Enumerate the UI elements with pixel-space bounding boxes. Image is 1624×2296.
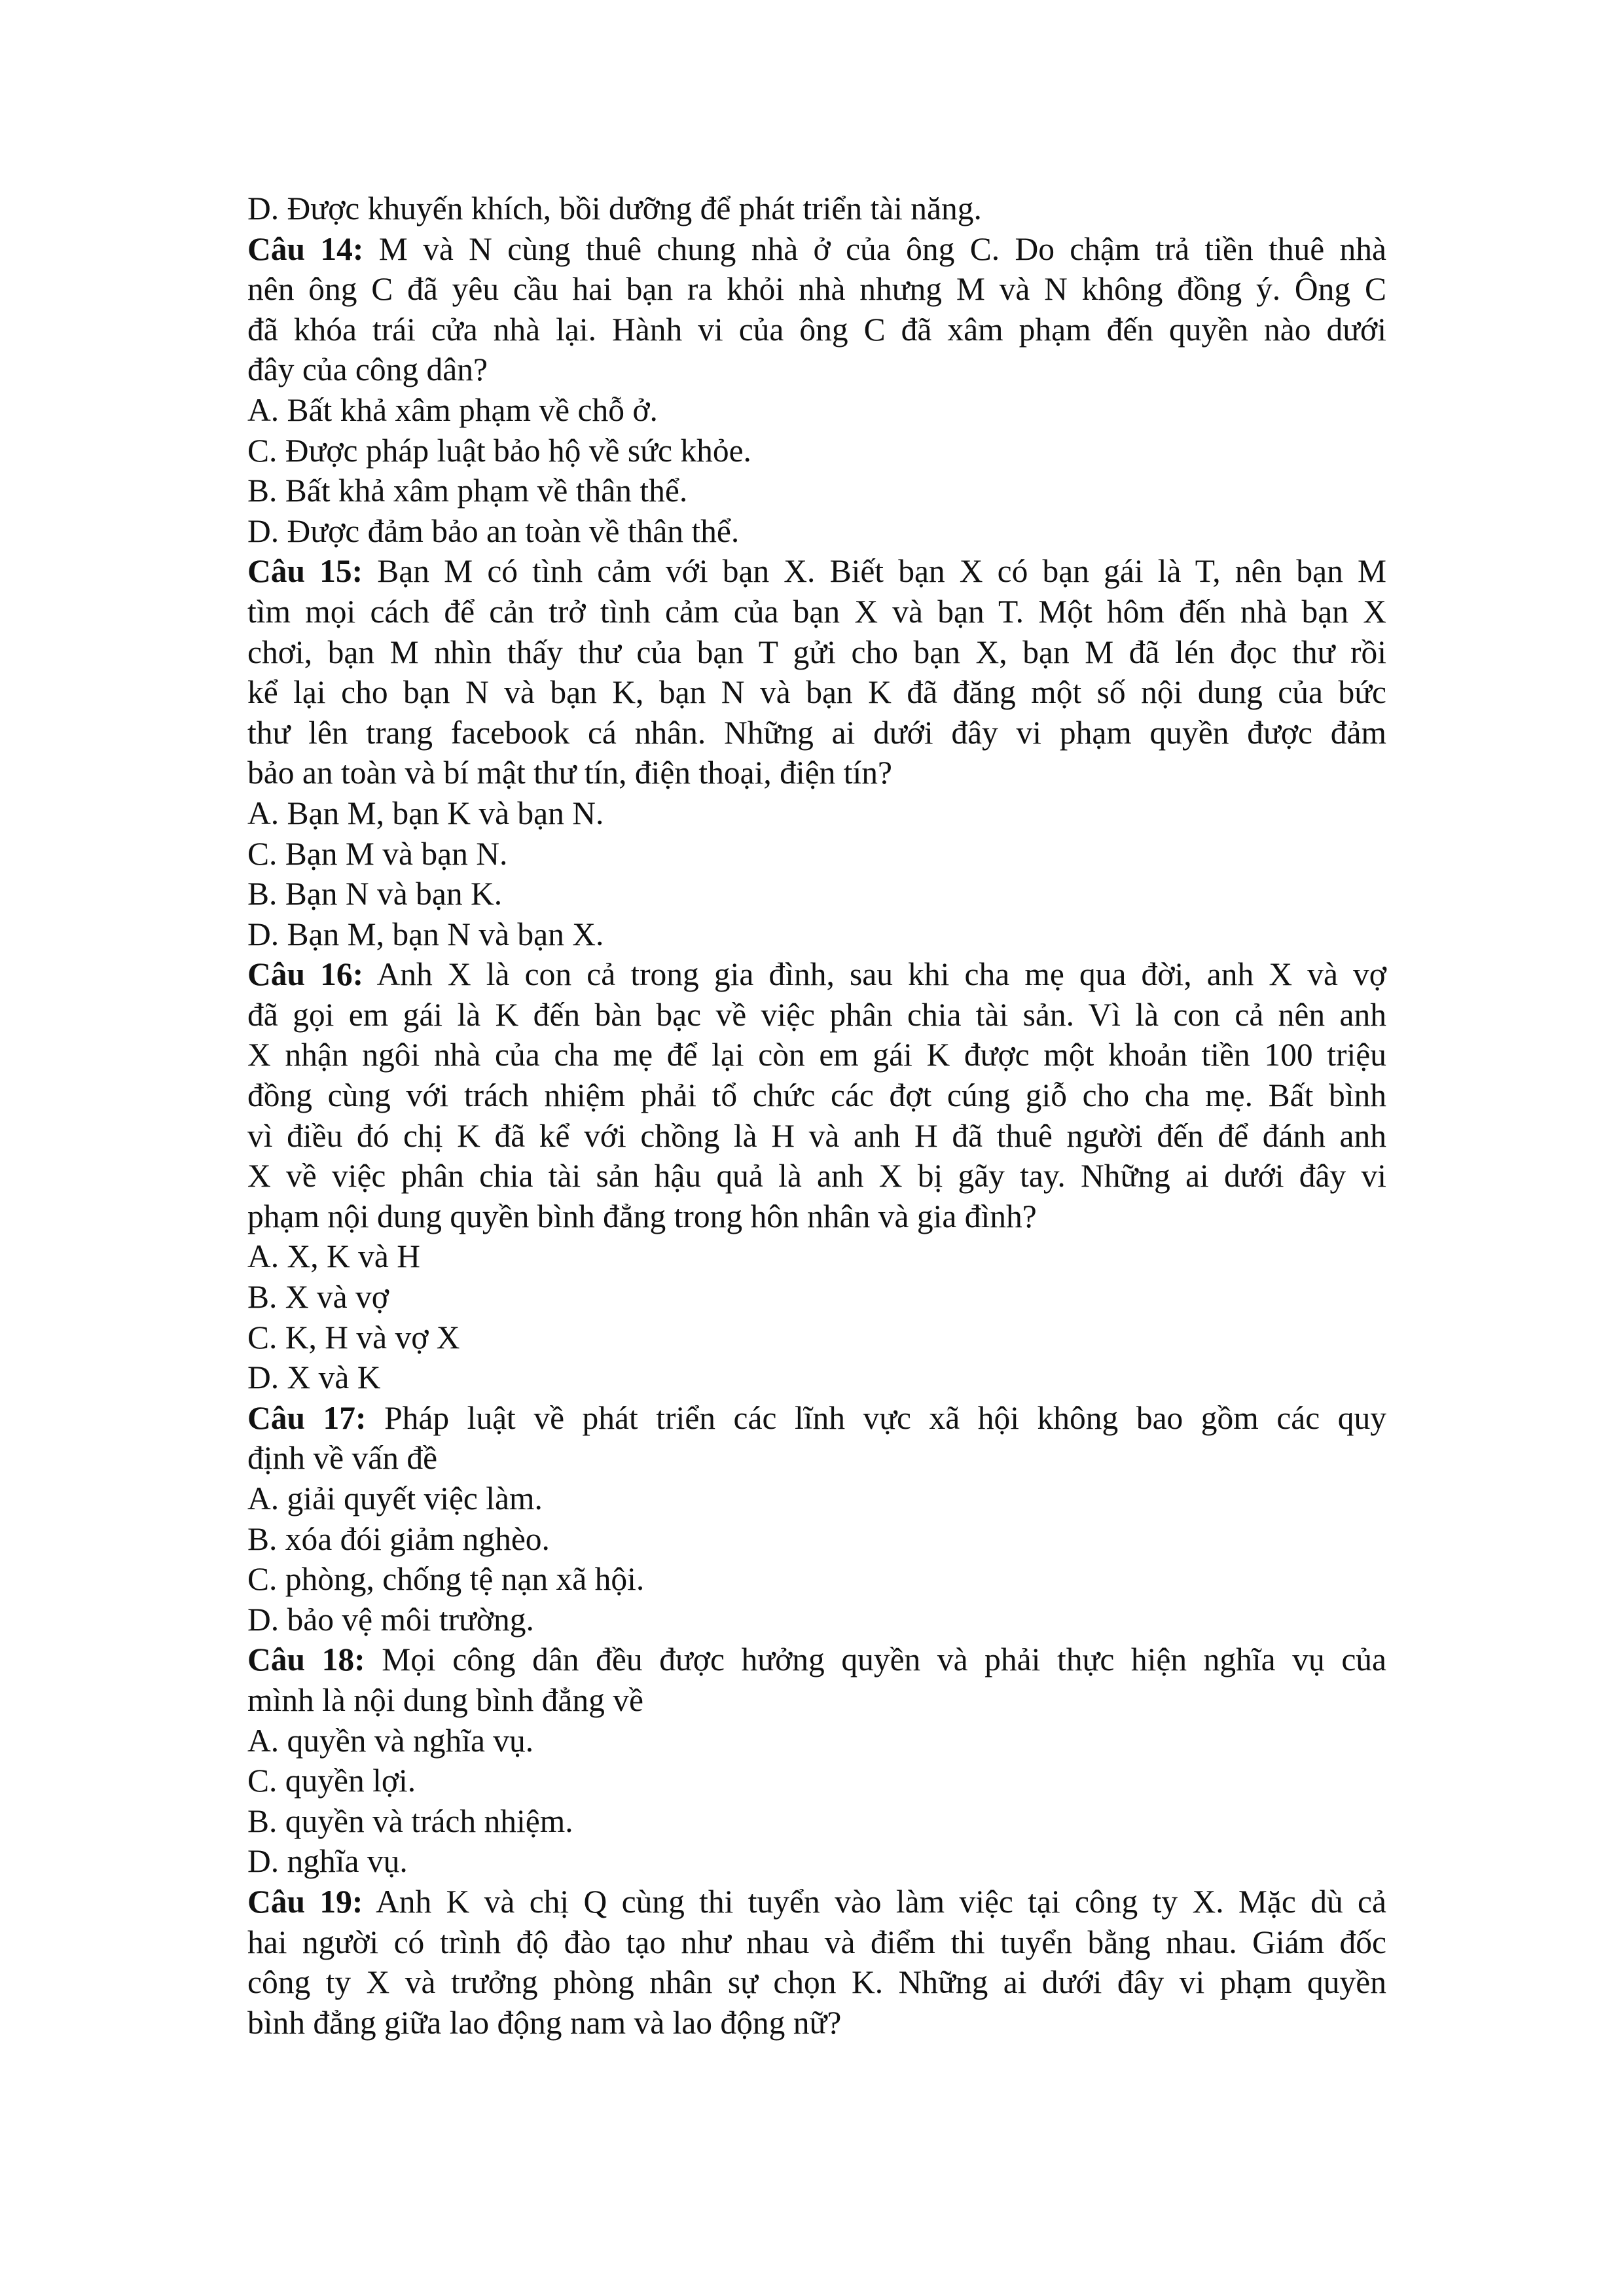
question-text: thư lên trang facebook cá nhân. Những ai dưới đây vi phạm quyền được đảm: [247, 714, 1386, 751]
question-stem-line: [247, 1438, 1386, 1479]
question-text: bảo an toàn và bí mật thư tín, điện thoại, điện tín?: [247, 755, 892, 791]
question-text: đây của công dân?: [247, 351, 488, 388]
question-stem-line: [247, 1962, 1386, 2003]
answer-option: D. bảo vệ môi trường.: [247, 1601, 534, 1638]
question-stem-first-line: [247, 551, 1386, 592]
question-stem-line: [247, 592, 1386, 632]
answer-option: B. xóa đói giảm nghèo.: [247, 1520, 550, 1557]
document-page: [247, 188, 1386, 2043]
answer-option: D. nghĩa vụ.: [247, 1843, 408, 1880]
answer-option: D. Được đảm bảo an toàn về thân thể.: [247, 512, 740, 549]
question-text: đã khóa trái cửa nhà lại. Hành vi của ông C đã xâm phạm đến quyền nào dưới: [247, 311, 1386, 348]
question-label: Câu 16:: [247, 956, 364, 993]
question-stem-line: [247, 1680, 1386, 1721]
question-block: [247, 229, 1386, 552]
question-stem-line: [247, 2003, 1386, 2043]
intro-option: D. Được khuyến khích, bồi dưỡng để phát triển tài năng.: [247, 190, 982, 226]
question-label: Câu 15:: [247, 553, 363, 590]
question-stem-line: [247, 269, 1386, 310]
question-stem-line: [247, 1035, 1386, 1075]
question-block: [247, 954, 1386, 1398]
question-text: bình đẳng giữa lao động nam và lao động nữ?: [247, 2004, 842, 2041]
answer-option: D. Bạn M, bạn N và bạn X.: [247, 916, 604, 952]
question-block: [247, 1640, 1386, 1882]
question-text: đã gọi em gái là K đến bàn bạc về việc phân chia tài sản. Vì là con cả nên anh: [247, 996, 1386, 1033]
answer-option: C. K, H và vợ X: [247, 1319, 460, 1355]
question-stem-line: [247, 1075, 1386, 1116]
question-block: [247, 1882, 1386, 2043]
answer-option: A. X, K và H: [247, 1238, 420, 1275]
question-list: [247, 229, 1386, 2043]
answer-option: A. Bất khả xâm phạm về chỗ ở.: [247, 391, 658, 428]
question-text: hai người có trình độ đào tạo như nhau và điểm thi tuyển bằng nhau. Giám đốc: [247, 1924, 1386, 1960]
question-stem-first-line: [247, 229, 1386, 270]
answer-option: B. Bạn N và bạn K.: [247, 876, 503, 912]
answer-option: C. Được pháp luật bảo hộ về sức khỏe.: [247, 432, 751, 469]
answer-option: C. Bạn M và bạn N.: [247, 835, 508, 872]
question-text: định về vấn đề: [247, 1440, 438, 1477]
question-stem-line: [247, 995, 1386, 1035]
answer-option: A. quyền và nghĩa vụ.: [247, 1722, 534, 1759]
answer-option: B. X và vợ: [247, 1279, 389, 1316]
question-text: tìm mọi cách để cản trở tình cảm của bạn X và bạn T. Một hôm đến nhà bạn X: [247, 593, 1386, 630]
question-text: nên ông C đã yêu cầu hai bạn ra khỏi nhà nhưng M và N không đồng ý. Ông C: [247, 271, 1386, 308]
answer-option: C. phòng, chống tệ nạn xã hội.: [247, 1561, 645, 1598]
question-block: [247, 551, 1386, 954]
question-stem-line: [247, 713, 1386, 753]
question-text: vì điều đó chị K đã kể với chồng là H và anh H đã thuê người đến để đánh anh: [247, 1117, 1386, 1154]
question-text: mình là nội dung bình đẳng về: [247, 1681, 643, 1718]
answer-option: C. quyền lợi.: [247, 1763, 416, 1799]
question-text: Mọi công dân đều được hưởng quyền và phải thực hiện nghĩa vụ của: [382, 1641, 1387, 1678]
question-stem-first-line: [247, 1882, 1386, 1922]
question-label: Câu 14:: [247, 230, 364, 267]
question-stem-first-line: [247, 954, 1386, 995]
answer-option: B. quyền và trách nhiệm.: [247, 1803, 573, 1839]
question-text: Anh X là con cả trong gia đình, sau khi cha mẹ qua đời, anh X và vợ: [376, 956, 1386, 993]
question-text: kể lại cho bạn N và bạn K, bạn N và bạn K đã đăng một số nội dung của bức: [247, 674, 1386, 711]
answer-option: B. Bất khả xâm phạm về thân thể.: [247, 473, 688, 509]
question-stem-line: [247, 1156, 1386, 1196]
question-stem-first-line: [247, 1398, 1386, 1439]
question-text: M và N cùng thuê chung nhà ở của ông C. Do chậm trả tiền thuê nhà: [378, 230, 1387, 267]
question-block: [247, 1398, 1386, 1640]
answer-option: A. Bạn M, bạn K và bạn N.: [247, 795, 604, 831]
question-text: chơi, bạn M nhìn thấy thư của bạn T gửi cho bạn X, bạn M đã lén đọc thư rồi: [247, 634, 1386, 670]
question-text: phạm nội dung quyền bình đẳng trong hôn nhân và gia đình?: [247, 1198, 1037, 1234]
question-text: Pháp luật về phát triển các lĩnh vực xã hội không bao gồm các quy: [384, 1399, 1387, 1436]
question-text: đồng cùng với trách nhiệm phải tổ chức các đợt cúng giỗ cho cha mẹ. Bất bình: [247, 1077, 1386, 1114]
question-label: Câu 18:: [247, 1641, 365, 1678]
question-text: X về việc phân chia tài sản hậu quả là anh X bị gãy tay. Những ai dưới đây vi: [247, 1158, 1386, 1194]
question-text: Anh K và chị Q cùng thi tuyển vào làm việc tại công ty X. Mặc dù cả: [375, 1883, 1386, 1920]
question-stem-line: [247, 753, 1386, 793]
question-text: X nhận ngôi nhà của cha mẹ để lại còn em gái K được một khoản tiền 100 triệu: [247, 1037, 1386, 1073]
question-stem-line: [247, 310, 1386, 350]
answer-option: D. X và K: [247, 1359, 381, 1396]
question-text: công ty X và trưởng phòng nhân sự chọn K. Những ai dưới đây vi phạm quyền: [247, 1964, 1386, 2001]
question-stem-line: [247, 350, 1386, 390]
question-stem-line: [247, 632, 1386, 673]
answer-option: A. giải quyết việc làm.: [247, 1480, 543, 1516]
question-label: Câu 19:: [247, 1883, 363, 1920]
question-stem-line: [247, 1116, 1386, 1157]
question-stem-line: [247, 672, 1386, 713]
question-stem-first-line: [247, 1640, 1386, 1680]
question-stem-line: [247, 1196, 1386, 1237]
question-stem-line: [247, 1922, 1386, 1963]
question-label: Câu 17:: [247, 1399, 367, 1436]
question-text: Bạn M có tình cảm với bạn X. Biết bạn X có bạn gái là T, nên bạn M: [377, 553, 1387, 590]
